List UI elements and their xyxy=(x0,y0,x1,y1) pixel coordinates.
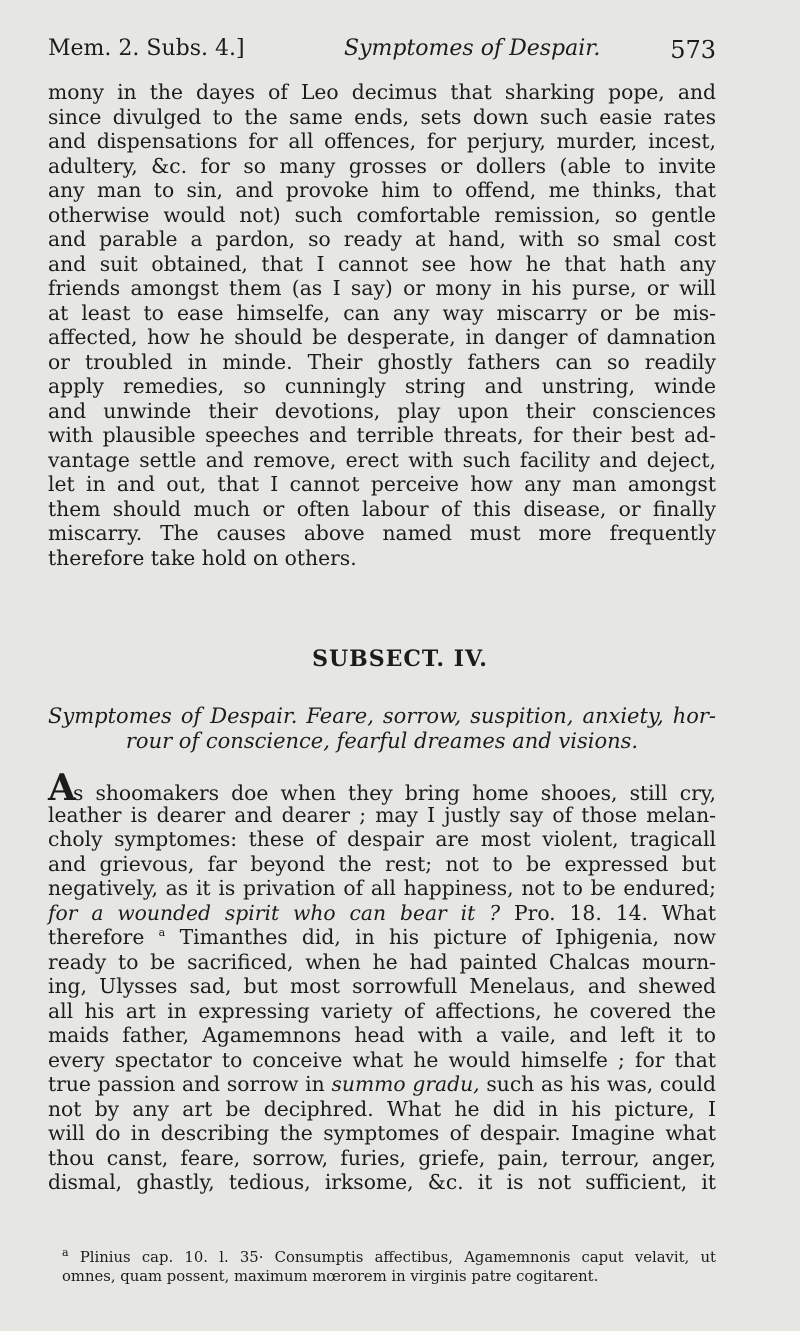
text-line: and suit obtained, that I cannot see how he that hath any xyxy=(48,251,716,276)
text-line: adultery, &c. for so many grosses or dollers (able to invite xyxy=(48,153,716,178)
line-text: s shoomakers doe when they bring home shooes, still cry, xyxy=(72,781,716,805)
text-line: therefore take hold on others. xyxy=(48,545,357,570)
text-line: negatively, as it is privation of all happiness, not to be endured; xyxy=(48,876,716,900)
footnote-line-1 xyxy=(62,1248,716,1267)
text-line: let in and out, that I cannot perceive how any man amongst xyxy=(48,472,716,496)
line-text: therefore xyxy=(48,925,145,949)
footnote-marker: a xyxy=(62,1246,69,1260)
line-text: Timanthes did, in his picture of Iphigenia, now xyxy=(179,925,717,949)
text-line: not by any art be deciphred. What he did in his picture, I xyxy=(48,1096,716,1121)
text-line-mixed xyxy=(48,925,716,950)
text-line: dismal, ghastly, tedious, irksome, &c. it is not sufficient, it xyxy=(48,1170,716,1194)
text-line: with plausible speeches and terrible threats, for their best ad- xyxy=(48,423,716,447)
text-line: or troubled in minde. Their ghostly fathers can so readily xyxy=(48,349,716,374)
text-line: friends amongst them (as I say) or mony in his purse, or will xyxy=(48,276,716,300)
footnote-marker: a xyxy=(158,926,166,940)
text-line: any man to sin, and provoke him to offend, me thinks, that xyxy=(48,178,716,202)
footnote-line-2: omnes, quam possent, maximum mœrorem in virginis patre cogitarent. xyxy=(62,1268,599,1285)
text-line: and unwinde their devotions, play upon their consciences xyxy=(48,398,716,423)
subheading-line-2: rour of conscience, fearful dreames and visions. xyxy=(125,728,639,753)
paragraph-1 xyxy=(48,80,716,570)
paragraph-2 xyxy=(48,767,717,1195)
text-line: at least to ease himselfe, can any way miscarry or be mis- xyxy=(48,300,716,325)
text-line: apply remedies, so cunningly string and unstring, winde xyxy=(48,374,716,398)
text-line: thou canst, feare, sorrow, furies, griefe, pain, terrour, anger, xyxy=(48,1145,716,1170)
text-line-mixed xyxy=(48,1072,716,1097)
line-text: such as his was, could xyxy=(486,1072,717,1096)
text-line: mony in the dayes of Leo decimus that sharking pope, and xyxy=(48,80,716,104)
text-line: and grievous, far beyond the rest; not to be expressed but xyxy=(48,851,716,876)
text-line: choly symptomes: these of despair are most violent, tragicall xyxy=(48,827,716,851)
text-line: maids father, Agamemnons head with a vaile, and left it to xyxy=(48,1023,716,1047)
text-line: vantage settle and remove, erect with such facility and deject, xyxy=(48,447,716,472)
text-line-mixed xyxy=(48,901,716,926)
text-line: affected, how he should be desperate, in danger of damnation xyxy=(48,325,716,349)
text-line: ready to be sacrificed, when he had painted Chalcas mourn- xyxy=(48,949,716,974)
running-header xyxy=(48,36,716,66)
text-line: ing, Ulysses sad, but most sorrowfull Menelaus, and shewed xyxy=(48,974,716,998)
text-line: and parable a pardon, so ready at hand, with so smal cost xyxy=(48,227,716,251)
text-line-with-dropcap xyxy=(48,767,716,809)
italic-latin: summo gradu, xyxy=(331,1072,480,1096)
text-line: otherwise would not) such comfortable remission, so gentle xyxy=(48,202,716,227)
text-line: every spectator to conceive what he would himselfe ; for that xyxy=(48,1047,716,1072)
text-line: miscarry. The causes above named must more frequently xyxy=(48,521,716,545)
text-line: will do in describing the symptomes of despair. Imagine what xyxy=(48,1121,716,1145)
header-section-ref: Mem. 2. Subs. 4.] xyxy=(48,36,245,61)
footnote-text: Plinius cap. 10. l. 35· Consumptis affectibus, Agamemnonis caput velavit, ut xyxy=(79,1249,716,1266)
footnote xyxy=(62,1248,716,1286)
header-chapter-title: Symptomes of Despair. xyxy=(344,36,601,61)
subsection-heading xyxy=(48,704,716,753)
text-line: them should much or often labour of this disease, or finally xyxy=(48,496,716,521)
text-line: since divulged to the same ends, sets down such easie rates xyxy=(48,104,716,129)
subsection-title: SUBSECT. IV. xyxy=(312,646,488,672)
italic-quote: for a wounded spirit who can bear it ? xyxy=(48,900,501,925)
line-text: true passion and sorrow in xyxy=(48,1072,325,1096)
subheading-line-1: Symptomes of Despair. Feare, sorrow, suspition, anxiety, hor- xyxy=(48,704,716,728)
drop-cap: A xyxy=(48,767,73,809)
page-number: 573 xyxy=(670,36,716,64)
text-line: leather is dearer and dearer ; may I justly say of those melan- xyxy=(48,802,716,827)
text-line: and dispensations for all offences, for perjury, murder, incest, xyxy=(48,129,716,153)
line-text: Pro. 18. 14. What xyxy=(513,900,717,925)
text-line: all his art in expressing variety of affections, he covered the xyxy=(48,998,716,1023)
